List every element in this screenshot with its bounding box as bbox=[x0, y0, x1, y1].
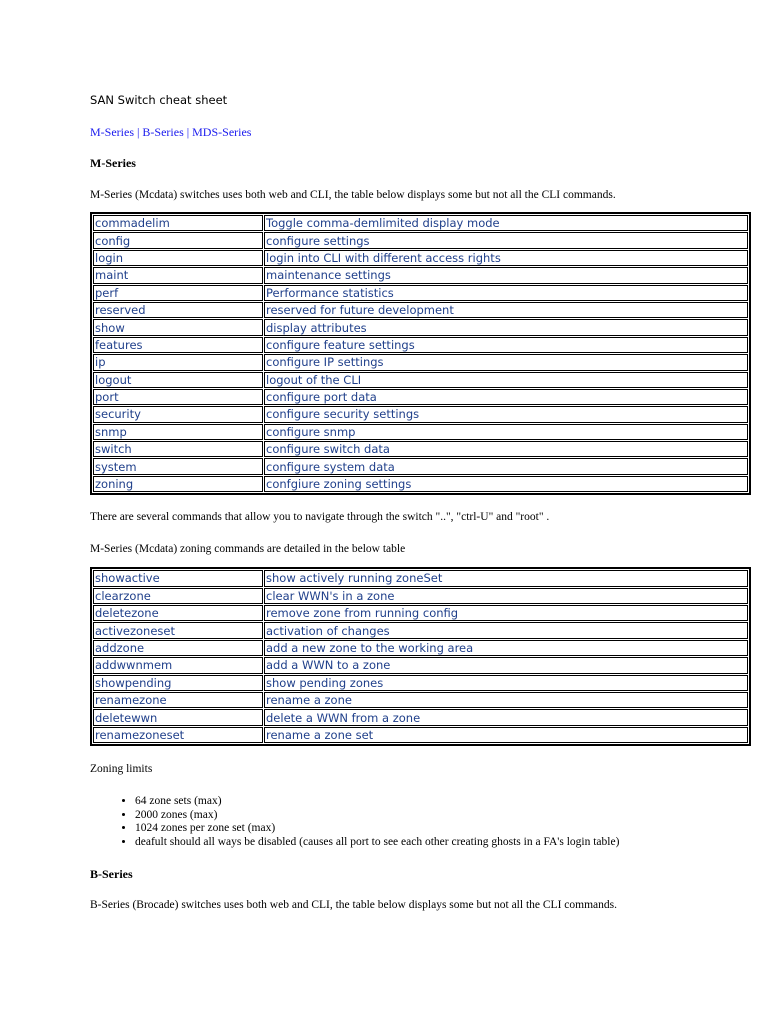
command-cell: reserved bbox=[93, 302, 263, 318]
nav-separator: | bbox=[137, 125, 140, 139]
command-cell: switch bbox=[93, 441, 263, 457]
description-cell: configure settings bbox=[264, 232, 748, 248]
table-row bbox=[93, 588, 748, 604]
table-row bbox=[93, 476, 748, 492]
table-row bbox=[93, 424, 748, 440]
list-item: • deafult should all ways be disabled (causes all port to see each other creating ghosts in a FA's login table) bbox=[135, 836, 752, 850]
b-series-intro: B-Series (Brocade) switches uses both web and CLI, the table below displays some but not all the CLI commands. bbox=[90, 899, 617, 912]
table-row bbox=[93, 406, 748, 422]
command-cell: deletewwn bbox=[93, 709, 263, 725]
nav-link-m-series[interactable]: M-Series bbox=[90, 125, 134, 139]
description-cell: delete a WWN from a zone bbox=[264, 709, 748, 725]
m-series-intro: M-Series (Mcdata) switches uses both web and CLI, the table below displays some but not all the CLI commands. bbox=[90, 189, 616, 201]
command-cell: snmp bbox=[93, 424, 263, 440]
command-cell: maint bbox=[93, 267, 263, 283]
table-row bbox=[93, 622, 748, 638]
table-row bbox=[93, 727, 748, 743]
table-row bbox=[93, 285, 748, 301]
m-series-zoning-table-body bbox=[93, 570, 748, 743]
table-row bbox=[93, 267, 748, 283]
table-row bbox=[93, 337, 748, 353]
table-row bbox=[93, 675, 748, 691]
table-row bbox=[93, 605, 748, 621]
description-cell: add a WWN to a zone bbox=[264, 657, 748, 673]
command-cell: perf bbox=[93, 285, 263, 301]
nav-separator: | bbox=[186, 125, 190, 139]
description-cell: maintenance settings bbox=[264, 267, 748, 283]
description-cell: rename a zone set bbox=[264, 727, 748, 743]
description-cell: Performance statistics bbox=[264, 285, 748, 301]
command-cell: port bbox=[93, 389, 263, 405]
document-page bbox=[90, 92, 752, 913]
description-cell: configure snmp bbox=[264, 424, 748, 440]
description-cell: configure system data bbox=[264, 458, 748, 474]
command-cell: addzone bbox=[93, 640, 263, 656]
table-row bbox=[93, 692, 748, 708]
table-row bbox=[93, 389, 748, 405]
command-cell: zoning bbox=[93, 476, 263, 492]
nav-link-mds-series[interactable]: MDS-Series bbox=[192, 125, 252, 139]
m-series-cli-table bbox=[90, 212, 751, 495]
command-cell: login bbox=[93, 250, 263, 266]
table-row bbox=[93, 458, 748, 474]
table-row bbox=[93, 372, 748, 388]
description-cell: display attributes bbox=[264, 319, 748, 335]
command-cell: showactive bbox=[93, 570, 263, 586]
command-cell: config bbox=[93, 232, 263, 248]
m-series-zoning-table bbox=[90, 567, 751, 746]
description-cell: logout of the CLI bbox=[264, 372, 748, 388]
command-cell: commadelim bbox=[93, 215, 263, 231]
list-item: • 64 zone sets (max) bbox=[135, 795, 752, 809]
command-cell: addwwnmem bbox=[93, 657, 263, 673]
description-cell: clear WWN's in a zone bbox=[264, 588, 748, 604]
command-cell: renamezoneset bbox=[93, 727, 263, 743]
description-cell: activation of changes bbox=[264, 622, 748, 638]
command-cell: features bbox=[93, 337, 263, 353]
table-row bbox=[93, 215, 748, 231]
command-cell: system bbox=[93, 458, 263, 474]
description-cell: login into CLI with different access rights bbox=[264, 250, 748, 266]
command-cell: ip bbox=[93, 354, 263, 370]
m-series-heading: M-Series bbox=[90, 156, 136, 170]
description-cell: configure switch data bbox=[264, 441, 748, 457]
description-cell: configure port data bbox=[264, 389, 748, 405]
command-cell: activezoneset bbox=[93, 622, 263, 638]
description-cell: show pending zones bbox=[264, 675, 748, 691]
table-row bbox=[93, 657, 748, 673]
table-row bbox=[93, 570, 748, 586]
description-cell: configure feature settings bbox=[264, 337, 748, 353]
zoning-intro: M-Series (Mcdata) zoning commands are detailed in the below table bbox=[90, 543, 406, 556]
description-cell: remove zone from running config bbox=[264, 605, 748, 621]
nav-link-b-series[interactable]: B-Series bbox=[142, 125, 184, 139]
description-cell: confgiure zoning settings bbox=[264, 476, 748, 492]
zoning-limits-list bbox=[90, 795, 752, 849]
zoning-limits-label: Zoning limits bbox=[90, 763, 153, 776]
description-cell: reserved for future development bbox=[264, 302, 748, 318]
document-title: SAN Switch cheat sheet bbox=[90, 93, 228, 107]
table-row bbox=[93, 232, 748, 248]
command-cell: renamezone bbox=[93, 692, 263, 708]
command-cell: show bbox=[93, 319, 263, 335]
table-row bbox=[93, 250, 748, 266]
table-row bbox=[93, 354, 748, 370]
list-item: • 1024 zones per zone set (max) bbox=[135, 822, 752, 836]
description-cell: configure IP settings bbox=[264, 354, 748, 370]
description-cell: rename a zone bbox=[264, 692, 748, 708]
series-nav bbox=[90, 124, 752, 140]
navigate-note: There are several commands that allow you to navigate through the switch "..", "ctrl-U" and "root" . bbox=[90, 511, 550, 524]
command-cell: showpending bbox=[93, 675, 263, 691]
table-row bbox=[93, 302, 748, 318]
command-cell: deletezone bbox=[93, 605, 263, 621]
command-cell: security bbox=[93, 406, 263, 422]
description-cell: show actively running zoneSet bbox=[264, 570, 748, 586]
command-cell: clearzone bbox=[93, 588, 263, 604]
command-cell: logout bbox=[93, 372, 263, 388]
b-series-heading: B-Series bbox=[90, 867, 133, 882]
description-cell: Toggle comma-demlimited display mode bbox=[264, 215, 748, 231]
list-item: • 2000 zones (max) bbox=[135, 809, 752, 823]
m-series-cli-table-body bbox=[93, 215, 748, 492]
table-row bbox=[93, 640, 748, 656]
table-row bbox=[93, 709, 748, 725]
table-row bbox=[93, 441, 748, 457]
description-cell: add a new zone to the working area bbox=[264, 640, 748, 656]
description-cell: configure security settings bbox=[264, 406, 748, 422]
table-row bbox=[93, 319, 748, 335]
